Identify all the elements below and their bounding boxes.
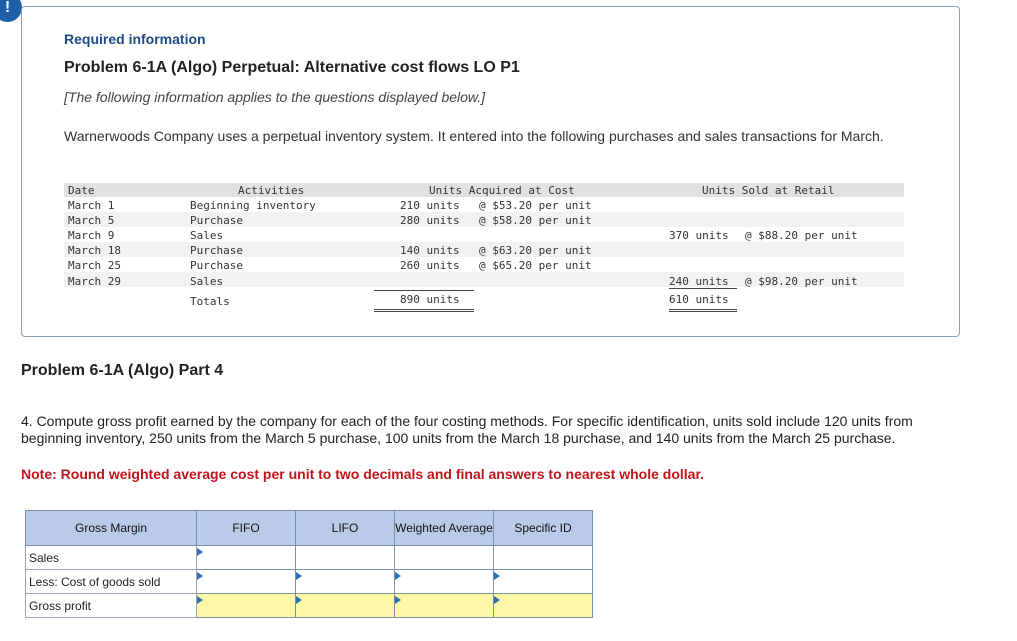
row-activity: Sales (190, 275, 224, 288)
totals-sold: 610 units (669, 293, 729, 306)
row-activity: Sales (190, 229, 224, 242)
row-acquired-cost: @ $65.20 per unit (479, 259, 592, 272)
header-units-sold: Units Sold at Retail (702, 184, 835, 197)
intro-text: Warnerwoods Company uses a perpetual inventory system. It entered into the following purchases and sales transactions for March. (64, 128, 884, 144)
header-fifo: FIFO (197, 511, 296, 546)
row-sold-units: 240 units (669, 275, 729, 288)
cogs-lifo-input[interactable] (296, 570, 395, 594)
row-activity: Beginning inventory (190, 199, 316, 212)
row-date: March 9 (68, 229, 115, 242)
row-sold-units: 370 units (669, 229, 729, 242)
header-specific-id: Specific ID (494, 511, 593, 546)
sales-lifo-input[interactable] (296, 546, 395, 570)
input-marker-icon (494, 596, 500, 604)
exclamation-icon: ! (0, 0, 22, 22)
row-date: March 5 (68, 214, 115, 227)
row-label-gross-profit: Gross profit (26, 594, 197, 618)
input-marker-icon (395, 596, 401, 604)
gross-margin-table (25, 510, 593, 618)
row-acquired-cost: @ $63.20 per unit (479, 244, 592, 257)
total-double-underline (669, 309, 737, 310)
header-date: Date (68, 184, 95, 197)
cogs-fifo-input[interactable] (197, 570, 296, 594)
row-acquired-units: 260 units (400, 259, 460, 272)
cogs-weighted-input[interactable] (395, 570, 494, 594)
row-sold-price: @ $98.20 per unit (745, 275, 858, 288)
problem-note: [The following information applies to the questions displayed below.] (64, 89, 486, 105)
input-marker-icon (296, 596, 302, 604)
total-double-underline (374, 311, 474, 312)
header-activities: Activities (238, 184, 305, 197)
input-marker-icon (197, 596, 203, 604)
row-activity: Purchase (190, 214, 243, 227)
part-title: Problem 6-1A (Algo) Part 4 (21, 362, 224, 379)
gross-profit-weighted[interactable] (395, 594, 494, 618)
row-activity: Purchase (190, 244, 243, 257)
input-marker-icon (395, 572, 401, 580)
header-units-acquired: Units Acquired at Cost (429, 184, 575, 197)
row-date: March 29 (68, 275, 121, 288)
row-activity: Purchase (190, 259, 243, 272)
input-marker-icon (197, 548, 203, 556)
row-date: March 18 (68, 244, 121, 257)
totals-label: Totals (190, 295, 230, 308)
totals-acquired: 890 units (400, 293, 460, 306)
sales-specific-input[interactable] (494, 546, 593, 570)
input-marker-icon (296, 572, 302, 580)
header-gross-margin: Gross Margin (26, 511, 197, 546)
row-acquired-units: 210 units (400, 199, 460, 212)
row-acquired-units: 140 units (400, 244, 460, 257)
gross-profit-fifo[interactable] (197, 594, 296, 618)
total-double-underline (374, 309, 474, 310)
cogs-specific-input[interactable] (494, 570, 593, 594)
header-lifo: LIFO (296, 511, 395, 546)
row-label-cogs: Less: Cost of goods sold (26, 570, 197, 594)
input-marker-icon (197, 572, 203, 580)
gross-profit-lifo[interactable] (296, 594, 395, 618)
row-date: March 25 (68, 259, 121, 272)
row-acquired-cost: @ $58.20 per unit (479, 214, 592, 227)
row-label-sales: Sales (26, 546, 197, 570)
header-weighted-average: Weighted Average (395, 511, 494, 546)
problem-title: Problem 6-1A (Algo) Perpetual: Alternative cost flows LO P1 (64, 59, 520, 76)
required-info-label: Required information (64, 31, 206, 47)
gross-profit-specific[interactable] (494, 594, 593, 618)
row-acquired-cost: @ $53.20 per unit (479, 199, 592, 212)
sales-weighted-input[interactable] (395, 546, 494, 570)
row-sold-price: @ $88.20 per unit (745, 229, 858, 242)
row-date: March 1 (68, 199, 115, 212)
subtotal-underline (669, 288, 737, 289)
total-double-underline (669, 311, 737, 312)
total-rule (374, 290, 474, 291)
rounding-note: Note: Round weighted average cost per unit to two decimals and final answers to nearest whole dollar. (21, 466, 705, 482)
sales-fifo-input[interactable] (197, 546, 296, 570)
input-marker-icon (494, 572, 500, 580)
row-acquired-units: 280 units (400, 214, 460, 227)
question-text: 4. Compute gross profit earned by the company for each of the four costing methods. For specific identification, units sold include 120 units from beginning inventory, 250 units from the March 5 purchase, 100 units from the March 18 purchase, and 140 units from the March 25 purchase. (21, 413, 913, 446)
